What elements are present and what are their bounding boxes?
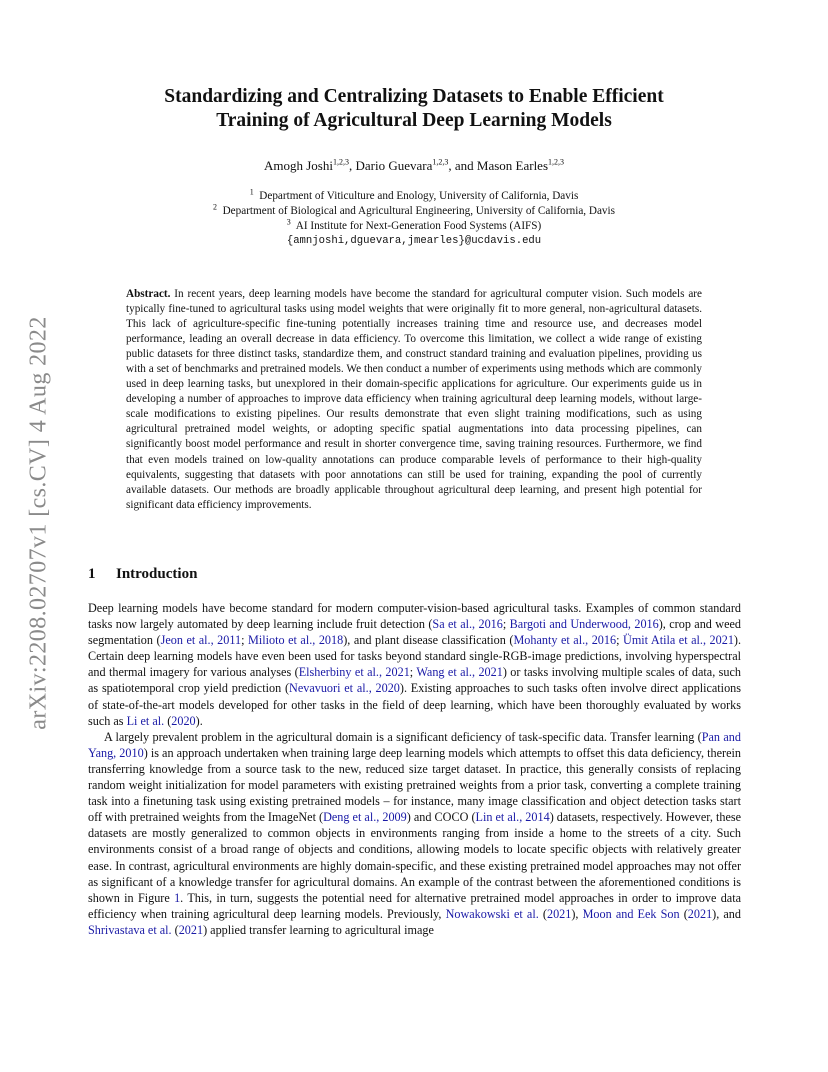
body-text-run: ( xyxy=(679,906,688,921)
body-text-run: ), crop and weed segmentation ( xyxy=(88,617,742,648)
body-text-run: ; xyxy=(241,633,249,648)
body-text-run: ) is an approach undertaken when training large deep learning models which attempts to offset this data deficiency, therein transferring knowledge from a source task to the new, reduced size target dataset. In practice, this generally consists of replacing random weight initialization for model parameters with existing pretrained weights from a prior task, converting a complete training task into a finetuning task using existing pretrained models – for instance, many image classification and object detection tasks start off with pretrained weights from the ImageNet ( xyxy=(88,745,741,825)
citation-link[interactable]: Milioto et al., 2018 xyxy=(248,633,344,648)
body-text-run: ) or tasks involving multiple scales of data, such as spatiotemporal crop yield prediction ( xyxy=(88,665,742,696)
section-heading xyxy=(88,566,197,583)
affiliations xyxy=(88,189,740,249)
affiliation-text: AI Institute for Next-Generation Food Systems (AIFS) xyxy=(295,220,542,232)
author-name: Dario Guevara xyxy=(355,158,433,173)
affiliation-text: Department of Biological and Agricultural Engineering, University of California, Davis xyxy=(222,205,615,217)
citation-link[interactable]: Elsherbiny et al., 2021 xyxy=(298,665,410,680)
title-line-2: Training of Agricultural Deep Learning Models xyxy=(216,110,612,131)
citation-link[interactable]: Deng et al., 2009 xyxy=(323,810,407,825)
citation-link[interactable]: Nevavuori et al., 2020 xyxy=(289,681,400,696)
author-name: Mason Earles xyxy=(476,158,549,173)
body-text-run: ) applied transfer learning to agricultural image xyxy=(203,922,434,937)
author-separator: , xyxy=(348,158,356,173)
body-text-run: . This, in turn, suggests the potential need for alternative pretrained model approaches in order to improve data efficiency when training agricultural deep learning models. Previously, xyxy=(88,890,741,921)
title-line-1: Standardizing and Centralizing Datasets to Enable Efficient xyxy=(164,86,664,107)
body-text-run: ). Certain deep learning models have even been used for tasks beyond standard single-RGB-image predictions, involving hyperspectral and thermal imagery for various analyses ( xyxy=(88,633,742,680)
body-text-run: ( xyxy=(538,906,547,921)
body-text-run: ), xyxy=(571,906,583,921)
author-affiliation-marks: 1,2,3 xyxy=(432,157,449,167)
body-text-run: ; xyxy=(616,633,624,648)
affiliation-line xyxy=(88,189,740,204)
affiliation-number: 2 xyxy=(213,202,217,212)
citation-link[interactable]: Jeon et al., 2011 xyxy=(160,633,242,648)
author-emails: {amnjoshi,dguevara,jmearles}@ucdavis.edu xyxy=(286,235,542,247)
affiliation-line xyxy=(88,204,740,219)
paper-title xyxy=(88,85,740,133)
body-text-run: A largely prevalent problem in the agricultural domain is a significant deficiency of task-specific data. Transfer learning ( xyxy=(104,729,702,744)
introduction-body xyxy=(88,600,741,938)
body-text-run: ), and plant disease classification ( xyxy=(343,633,514,648)
body-text-run: ). xyxy=(195,713,203,728)
citation-link[interactable]: Sa et al., 2016 xyxy=(432,617,503,632)
citation-link[interactable]: Li et al. xyxy=(126,713,165,728)
abstract-text: In recent years, deep learning models have become the standard for agricultural computer vision. Such models are typically fine-tuned to agricultural tasks using model weights that were originally fit to more general, non-agricultural datasets. This lack of agriculture-specific fine-tuning potentially increases training time and resource use, and decreases model performance, leading an overall decrease in data efficiency. To overcome this limitation, we collect a wide range of existing public datasets for three distinct tasks, standardize them, and construct standard training and evaluation pipelines, providing us with a set of benchmarks and pretrained models. We then conduct a number of experiments using methods which are commonly used in deep learning tasks, but unexplored in their domain-specific applications for agriculture. Our experiments guide us in developing a number of approaches to improve data efficiency when training agricultural deep learning models, without large-scale modifications to existing pipelines. Our results demonstrate that even slight training modifications, such as using agricultural pretrained model weights, or adopting specific spatial augmentations into data processing pipelines, can significantly boost model performance and result in shorter convergence time, saving training resources. Furthermore, we find that even models trained on low-quality annotations can produce comparable levels of performance to their high-quality equivalents, suggesting that datasets with poor annotations can still be used for training, expanding the pool of currently available datasets. Our methods are broadly applicable throughout agricultural deep learning, and present high potential for significant data efficiency improvements. xyxy=(126,288,702,511)
citation-link[interactable]: 2021 xyxy=(178,922,204,937)
citation-link[interactable]: Pan and Yang, 2010 xyxy=(88,729,741,760)
citation-link[interactable]: Mohanty et al., 2016 xyxy=(513,633,617,648)
abstract xyxy=(126,287,702,513)
author-name: Amogh Joshi xyxy=(263,158,333,173)
body-text-run: ) datasets, respectively. However, these datasets are mostly generalized to common objects in environments ranging from inside a home to the streets of a city. Such environments consist of a broad range of objects and conditions, allowing models to locate specific objects with relatively greater ease. In contrast, agricultural environments are highly domain-specific, and these existing pretrained model approaches may not offer as significant of a knowledge transfer for agricultural domains. An example of the contrast between the aforementioned conditions is shown in Figure xyxy=(88,810,742,905)
body-text-run: ). Existing approaches to such tasks often involve direct applications of state-of-the-art models developed for other tasks in the field of deep learning, which have been thoroughly evaluated by works such as xyxy=(88,681,741,728)
affiliation-number: 3 xyxy=(286,217,291,227)
citation-link[interactable]: Lin et al., 2014 xyxy=(475,810,550,825)
citation-link[interactable]: Wang et al., 2021 xyxy=(416,665,503,680)
citation-link[interactable]: 2020 xyxy=(171,713,196,728)
affiliation-text: Department of Viticulture and Enology, University of California, Davis xyxy=(259,190,579,202)
section-title: Introduction xyxy=(116,566,198,582)
author-list xyxy=(88,158,740,174)
author-affiliation-marks: 1,2,3 xyxy=(332,157,349,167)
body-text-run: ; xyxy=(409,665,417,680)
body-paragraph xyxy=(88,600,741,729)
citation-link[interactable]: 2021 xyxy=(546,906,572,921)
citation-link[interactable]: Ümit Atila et al., 2021 xyxy=(623,633,734,648)
body-text-run: ), and xyxy=(712,906,741,921)
citation-link[interactable]: Moon and Eek Son xyxy=(582,906,680,921)
abstract-label: Abstract. xyxy=(126,288,171,300)
citation-link[interactable]: Shrivastava et al. xyxy=(88,922,172,937)
citation-link[interactable]: 2021 xyxy=(687,906,713,921)
body-text-run: ; xyxy=(502,617,510,632)
section-number: 1 xyxy=(88,566,96,582)
citation-link[interactable]: Bargoti and Underwood, 2016 xyxy=(509,617,659,632)
affiliation-number: 1 xyxy=(249,187,254,197)
author-separator: , and xyxy=(448,158,477,173)
body-text-run: ( xyxy=(164,713,172,728)
citation-link[interactable]: 1 xyxy=(174,890,181,905)
affiliation-line xyxy=(88,219,740,234)
arxiv-sidebar xyxy=(14,288,64,758)
citation-link[interactable]: Nowakowski et al. xyxy=(445,906,539,921)
arxiv-identifier: arXiv:2208.02707v1 [cs.CV] 4 Aug 2022 xyxy=(25,316,52,730)
body-text-run: ) and COCO ( xyxy=(406,810,476,825)
author-affiliation-marks: 1,2,3 xyxy=(548,157,565,167)
body-text-run: Deep learning models have become standard for modern computer-vision-based agricultural tasks. Examples of common standard tasks now largely automated by deep learning include fruit detection ( xyxy=(88,601,741,632)
body-paragraph xyxy=(88,729,741,938)
body-text-run: ( xyxy=(171,922,179,937)
